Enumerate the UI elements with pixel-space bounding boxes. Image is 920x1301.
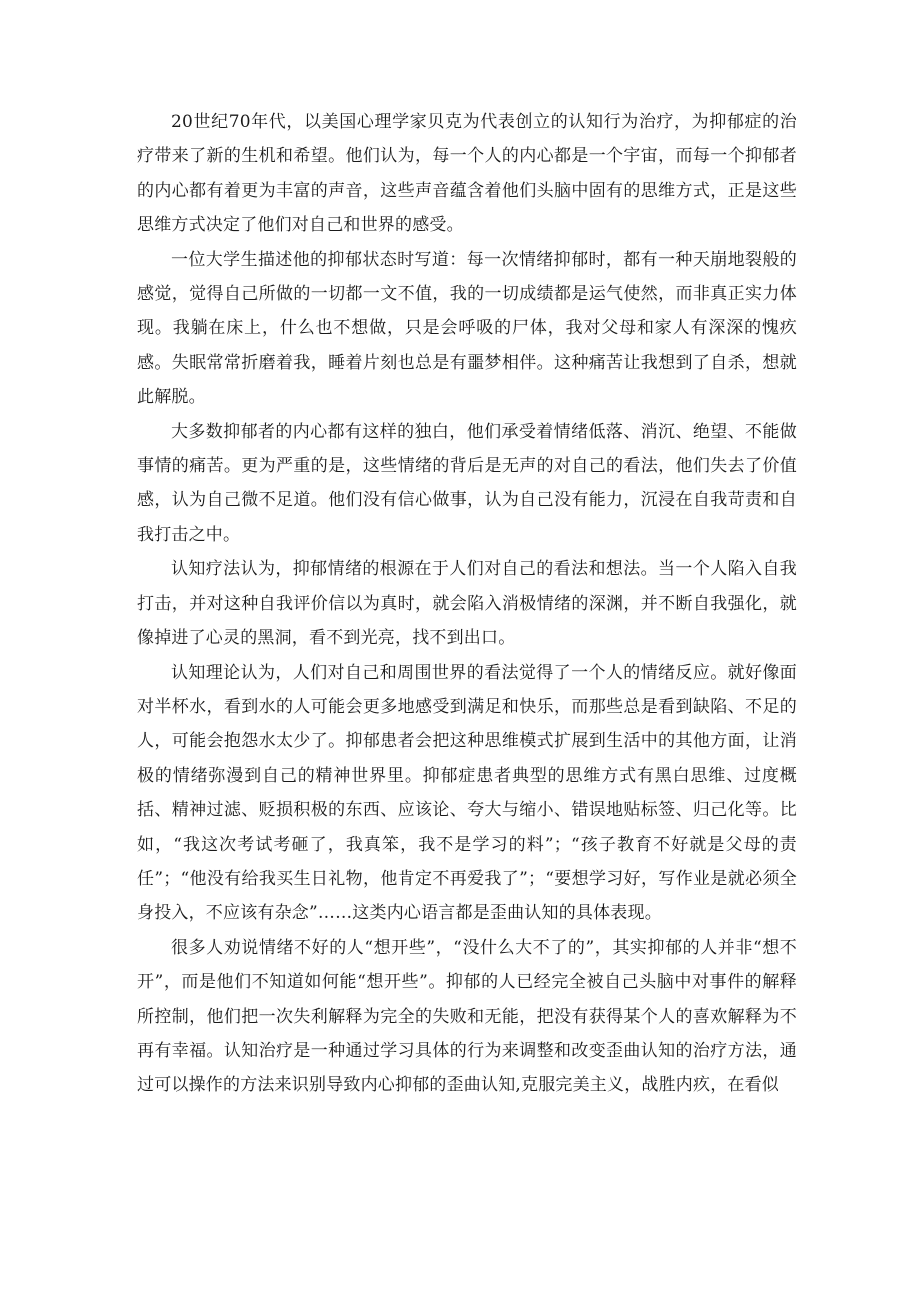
document-body bbox=[137, 105, 797, 1103]
paragraph-cbt-origin: 20世纪70年代，以美国心理学家贝克为代表创立的认知行为治疗，为抑郁症的治疗带来了新的生机和希望。他们认为，每一个人的内心都是一个宇宙，而每一个抑郁者的内心都有着更为丰富的声音，这些声音蕴含着他们头脑中固有的思维方式，正是这些思维方式决定了他们对自己和世界的感受。 bbox=[137, 112, 797, 236]
paragraph-cognitive-therapy-root: 认知疗法认为，抑郁情绪的根源在于人们对自己的看法和想法。当一个人陷入自我打击，并对这种自我评价信以为真时，就会陷入消极情绪的深渊，并不断自我强化，就像掉进了心灵的黑洞，看不到光亮，找不到出口。 bbox=[137, 559, 797, 649]
paragraph-inner-monologue: 大多数抑郁者的内心都有这样的独白，他们承受着情绪低落、消沉、绝望、不能做事情的痛苦。更为严重的是，这些情绪的背后是无声的对自己的看法，他们失去了价值感，认为自己微不足道。他们没有信心做事，认为自己没有能力，沉浸在自我苛责和自我打击之中。 bbox=[137, 421, 797, 545]
paragraph-think-positive: 很多人劝说情绪不好的人“想开些”，“没什么大不了的”，其实抑郁的人并非“想不开”，而是他们不知道如何能“想开些”。抑郁的人已经完全被自己头脑中对事件的解释所控制，他们把一次失利解释为完全的失败和无能，把没有获得某个人的喜欢解释为不再有幸福。认知治疗是一种通过学习具体的行为来调整和改变歪曲认知的治疗方法，通过可以操作的方法来识别导致内心抑郁的歪曲认知,克服完美主义，战胜内疚，在看似 bbox=[137, 937, 797, 1096]
paragraph-cognitive-theory: 认知理论认为，人们对自己和周围世界的看法觉得了一个人的情绪反应。就好像面对半杯水，看到水的人可能会更多地感受到满足和快乐，而那些总是看到缺陷、不足的人，可能会抱怨水太少了。抑郁患者会把这种思维模式扩展到生活中的其他方面，让消极的情绪弥漫到自己的精神世界里。抑郁症患者典型的思维方式有黑白思维、过度概括、精神过滤、贬损积极的东西、应该论、夸大与缩小、错误地贴标签、归己化等。比如，“我这次考试考砸了，我真笨，我不是学习的料”；“孩子教育不好就是父母的责任”；“他没有给我买生日礼物，他肯定不再爱我了”；“要想学习好，写作业是就必须全身投入，不应该有杂念”……这类内心语言都是歪曲认知的具体表现。 bbox=[137, 662, 797, 924]
paragraph-student-account: 一位大学生描述他的抑郁状态时写道：每一次情绪抑郁时，都有一种天崩地裂般的感觉，觉得自己所做的一切都一文不值，我的一切成绩都是运气使然，而非真正实力体现。我躺在床上，什么也不想做，只是会呼吸的尸体，我对父母和家人有深深的愧疚感。失眠常常折磨着我，睡着片刻也总是有噩梦相伴。这种痛苦让我想到了自杀，想就此解脱。 bbox=[137, 249, 797, 408]
